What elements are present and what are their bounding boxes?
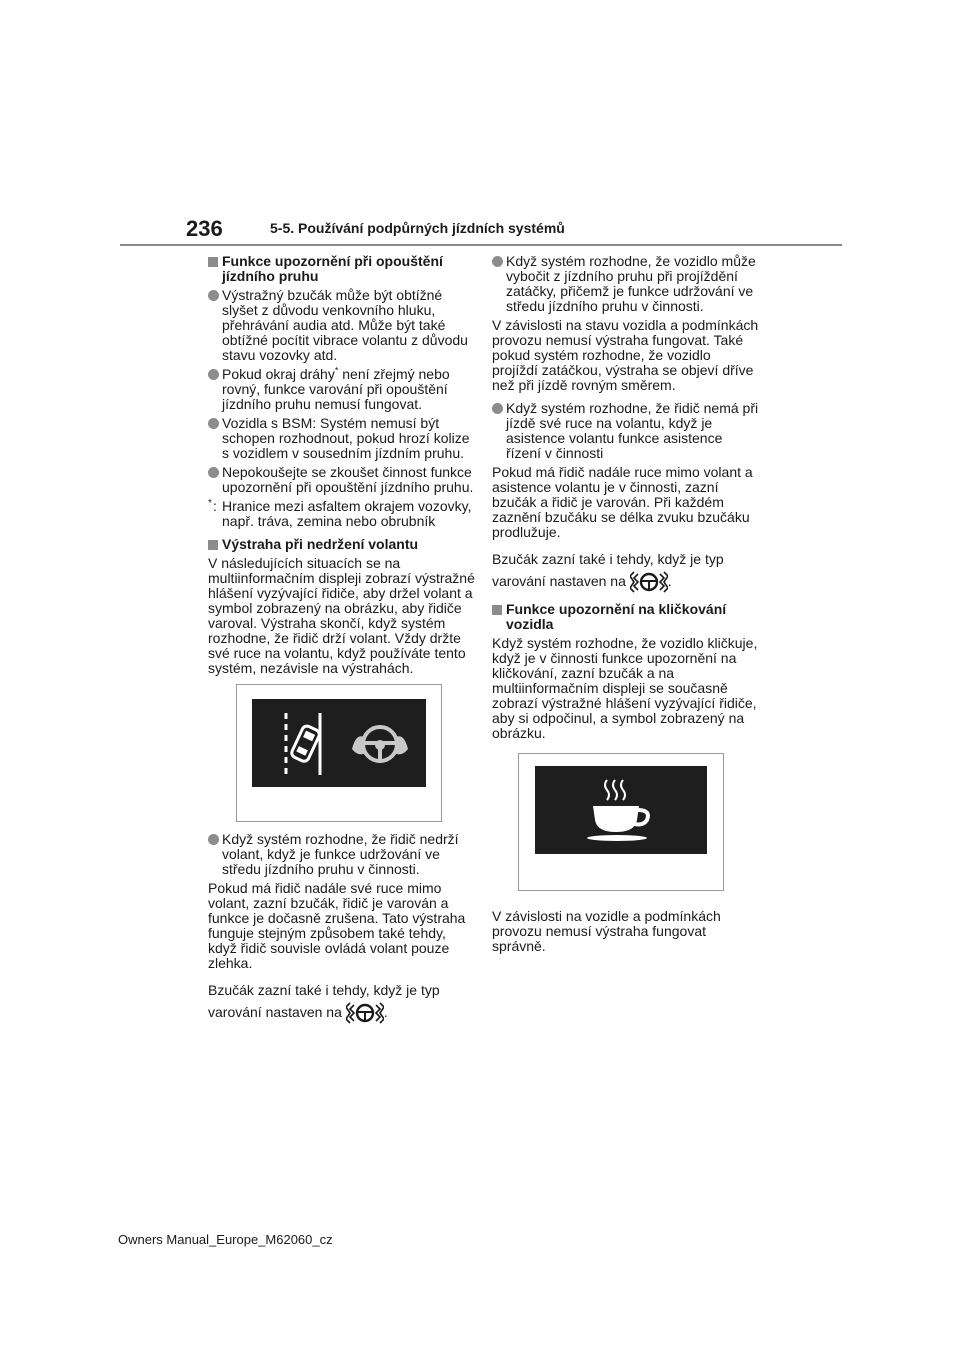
square-bullet-icon [492,605,502,615]
figure-display-warning [236,684,442,822]
paragraph: V následujících situacích se na multiinformačním displeji zobrazí výstražné hlášení vyzývající řidiče, aby držel volant a symbol zobrazený na obrázku, aby řidiče varoval. Výstraha skončí, když systém rozhodne, že řidič drží volant. Vždy držte své ruce na volantu, když používáte tento systém, nezávisle na výstrahách. [208,555,475,676]
footer-text: Owners Manual_Europe_M62060_cz [118,1232,333,1247]
steering-wheel-vibration-icon [346,1001,384,1025]
round-bullet-icon [208,834,219,845]
display-screen [535,766,707,854]
round-bullet-icon [492,403,503,414]
figure-coffee-warning [518,753,724,891]
bullet-item: Nepokoušejte se zkoušet činnost funkce upozornění při opouštění jízdního pruhu. [208,465,476,495]
bullet-item: Pokud okraj dráhy* není zřejmý nebo rovný, funkce varování při opouštění jízdního pruhu nemusí fungovat. [208,367,476,412]
header-rule [120,244,842,246]
paragraph: Pokud má řidič nadále své ruce mimo volant, zazní bzučák, řidič je varován a funkce je dočasně zrušena. Tato výstraha funguje stejným způsobem také tehdy, když řidič souvisle ovládá volant pouze zlehka. [208,880,466,971]
bullet-item: Výstražný bzučák může být obtížné slyšet z důvodu venkovního hluku, přehrávání audia atd. Může být také obtížné pocítit vibrace volantu z důvodu stavu vozovky atd. [208,288,476,363]
lane-departure-car-icon [278,709,338,779]
round-bullet-icon [208,418,219,429]
section-title: 5-5. Používání podpůrných jízdních systémů [270,220,565,236]
round-bullet-icon [208,290,219,301]
square-bullet-icon [208,540,218,550]
steering-wheel-vibration-icon [630,570,668,594]
heading-hands-off-warning: Výstraha při nedržení volantu [208,537,476,552]
display-screen [252,699,426,787]
paragraph: Pokud má řidič nadále ruce mimo volant a asistence volantu je v činnosti, zazní bzučák a řidič je varován. Při každém zaznění bzučáku se délka zvuku bzučáku prodlužuje. [492,464,753,540]
bullet-item: Když systém rozhodne, že vozidlo může vybočit z jízdního pruhu při projíždění zatáčky, přičemž je funkce udržování ve středu jízdního pruhu v činnosti. [492,254,760,314]
round-bullet-icon [208,369,219,380]
coffee-cup-icon [581,776,661,846]
round-bullet-icon [208,467,219,478]
bullet-item: Když systém rozhodne, že řidič nedrží volant, když je funkce udržování ve středu jízdního pruhu v činnosti. [208,832,476,877]
footnote: * : Hranice mezi asfaltem okrajem vozovky, např. tráva, zemina nebo obrubník [208,498,472,529]
page-number: 236 [186,216,223,241]
square-bullet-icon [208,257,218,267]
heading-sway-warning: Funkce upozornění na kličkování vozidla [492,602,760,632]
paragraph: V závislosti na vozidle a podmínkách provozu nemusí výstraha fungovat správně. [492,908,721,955]
round-bullet-icon [492,256,503,267]
hands-on-steering-wheel-icon [350,719,410,769]
paragraph: Bzučák zazní také i tehdy, když je typ varování nastaven na . [208,979,476,1025]
paragraph: Bzučák zazní také i tehdy, když je typ varování nastaven na . [492,548,760,594]
bullet-item: Vozidla s BSM: Systém nemusí být schopen rozhodnout, pokud hrozí kolize s vozidlem v sousedním jízdním pruhu. [208,416,476,461]
left-column [208,254,476,1033]
bullet-item: Když systém rozhodne, že řidič nemá při jízdě své ruce na volantu, když je asistence volantu funkce asistence řízení v činnosti [492,401,760,461]
right-column [492,254,760,962]
paragraph: Když systém rozhodne, že vozidlo kličkuje, když je v činnosti funkce upozornění na kličkování, zazní bzučák a na multiinformačním displeji se současně zobrazí výstražné hlášení vyzývající řidiče, aby si odpočinul, a symbol zobrazený na obrázku. [492,635,758,742]
heading-lane-departure: Funkce upozornění při opouštění jízdního pruhu [208,254,476,284]
paragraph: V závislosti na stavu vozidla a podmínkách provozu nemusí výstraha fungovat. Také pokud systém rozhodne, že vozidlo projíždí zatáčkou, výstraha se objeví dříve než při jízdě rovným směrem. [492,317,759,393]
footnote-reference: * [334,365,339,376]
